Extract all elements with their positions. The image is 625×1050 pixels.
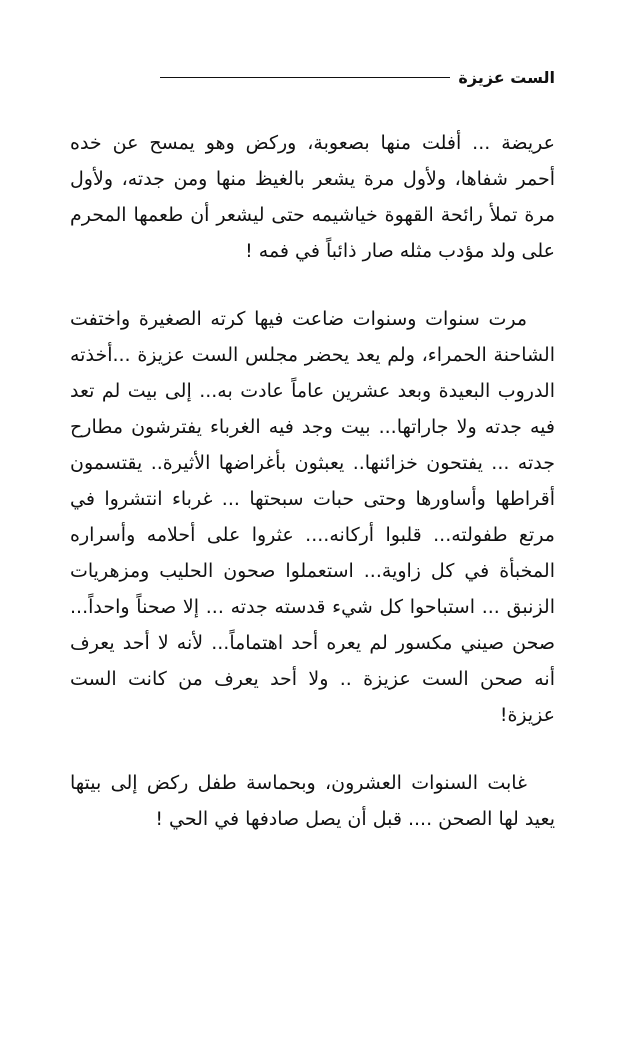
body-text — [70, 125, 555, 869]
paragraph-1: عريضة ... أفلت منها بصعوبة، وركض وهو يمسح عن خده أحمر شفاها، ولأول مرة يشعر بالغيظ منها ومن جدته، ولأول مرة تملأ رائحة القهوة خياشيمه حتى ليشعر أن طعمها المحرم على ولد مؤدب مثله صار ذائباً في فمه ! — [70, 132, 555, 262]
chapter-title: الست عزيزة — [458, 67, 555, 87]
paragraph-2: مرت سنوات وسنوات ضاعت فيها كرته الصغيرة واختفت الشاحنة الحمراء، ولم يعد يحضر مجلس الست عزيزة ...أخذته الدروب البعيدة وبعد عشرين عاماً عادت به... إلى بيت لم تعد فيه جدته ولا جاراتها... بيت وجد فيه الغرباء يفترشون مطارح جدته ... يفتحون خزائنها.. يعبثون بأغراضها الأثيرة.. يقتسمون أقراطها وأساورها وحتى حبات سبحتها ... غرباء انتشروا في مرتع طفولته... قلبوا أركانه.... عثروا على أحلامه وأسراره المخبأة في كل زاوية... استعملوا صحون الحليب ومزهريات الزنبق ... استباحوا كل شيء قدسته جدته ... إلا صحناً واحداً... صحن صيني مكسور لم يعره أحد اهتماماً... لأنه لا أحد يعرف أنه صحن الست عزيزة .. ولا أحد يعرف من كانت الست عزيزة! — [70, 308, 555, 726]
paragraph-3: غابت السنوات العشرون، وبحماسة طفل ركض إلى بيتها يعيد لها الصحن .... قبل أن يصل صادفها في الحي ! — [70, 772, 555, 830]
header-rule — [160, 77, 450, 78]
running-header — [70, 62, 555, 92]
